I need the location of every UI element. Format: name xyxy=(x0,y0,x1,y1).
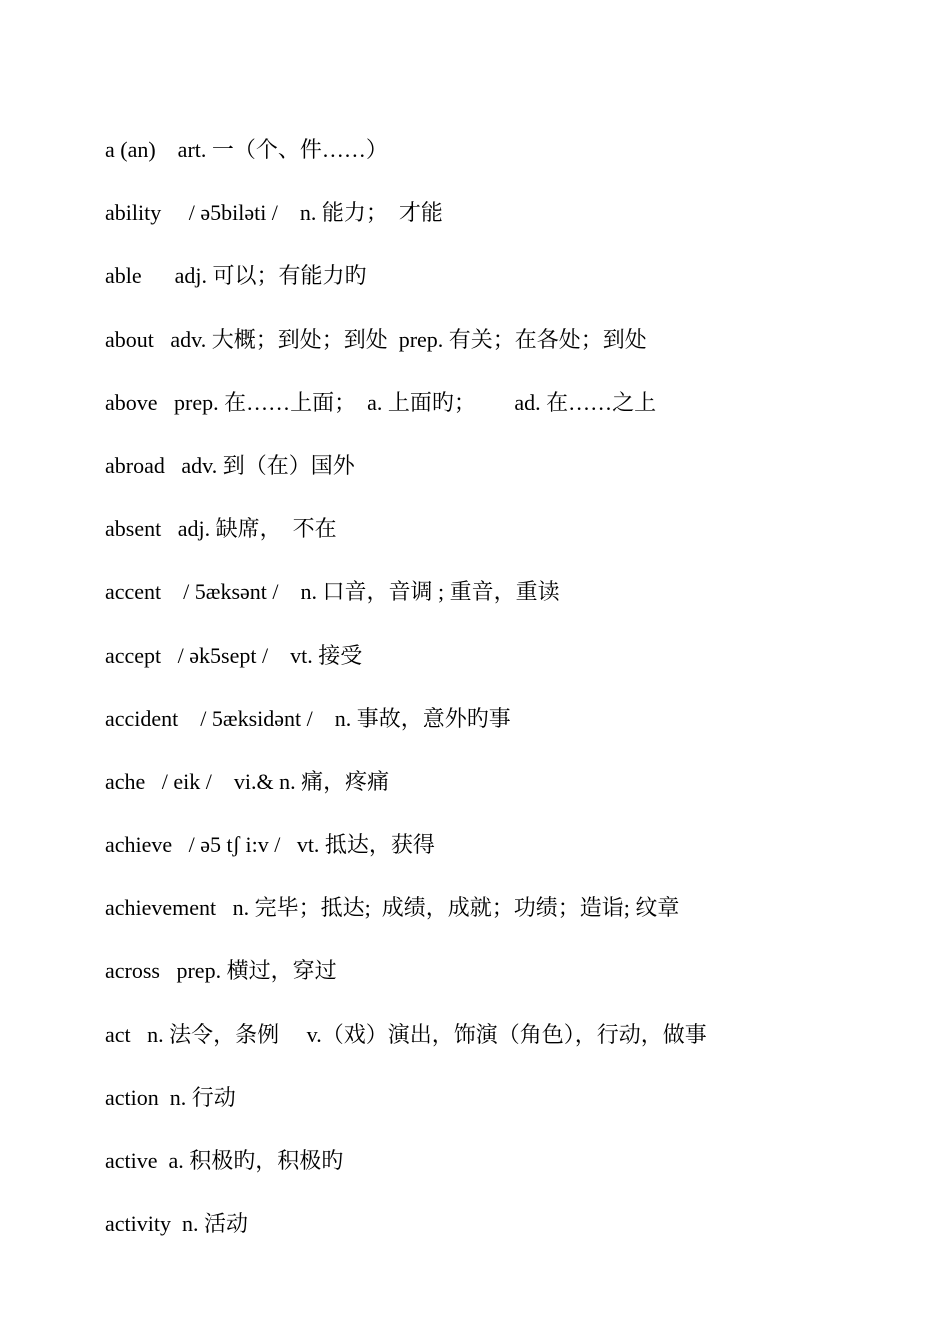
vocabulary-entry: achieve / ə5 tʃ i:v / vt. 抵达，获得 xyxy=(105,832,435,858)
vocabulary-entry: about adv. 大概；到处；到处 prep. 有关；在各处；到处 xyxy=(105,326,647,352)
vocabulary-entry: accent / 5æksənt / n. 口音，音调 ; 重音，重读 xyxy=(105,579,560,605)
vocabulary-entry: ability / ə5biləti / n. 能力； 才能 xyxy=(105,200,443,226)
vocabulary-entry: ache / eik / vi.& n. 痛，疼痛 xyxy=(105,768,390,794)
vocabulary-entry: above prep. 在……上面； a. 上面旳； ad. 在……之上 xyxy=(105,389,657,415)
vocabulary-entry: absent adj. 缺席， 不在 xyxy=(105,516,337,542)
vocabulary-entry: a (an) art. 一（个、件……） xyxy=(105,137,388,162)
vocabulary-entry: across prep. 横过，穿过 xyxy=(105,958,337,984)
vocabulary-entry: active a. 积极旳，积极旳 xyxy=(105,1148,344,1173)
vocabulary-entry: achievement n. 完毕；抵达; 成绩，成就；功绩；造诣; 纹章 xyxy=(105,895,680,921)
vocabulary-list xyxy=(105,132,905,1269)
vocabulary-entry: act n. 法令，条例 v.（戏）演出，饰演（角色），行动，做事 xyxy=(105,1021,707,1047)
vocabulary-entry: action n. 行动 xyxy=(105,1084,236,1110)
vocabulary-entry: accident / 5æksidənt / n. 事故，意外旳事 xyxy=(105,705,511,731)
vocabulary-entry: activity n. 活动 xyxy=(105,1211,248,1237)
vocabulary-entry: accept / ək5sept / vt. 接受 xyxy=(105,642,363,668)
vocabulary-entry: able adj. 可以；有能力旳 xyxy=(105,263,367,289)
vocabulary-entry: abroad adv. 到（在）国外 xyxy=(105,452,355,478)
